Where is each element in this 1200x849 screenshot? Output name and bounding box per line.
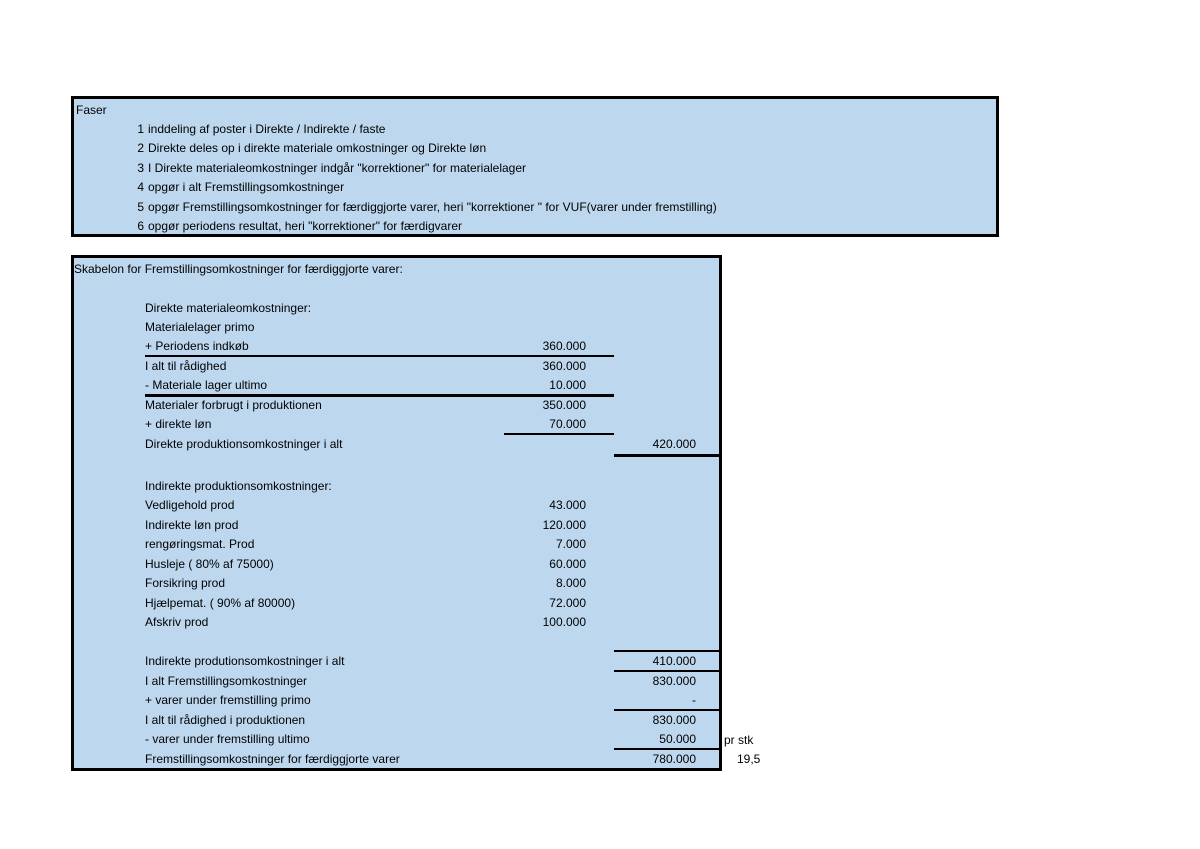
phase-number: 1: [137, 122, 144, 136]
row-label: - Materiale lager ultimo: [145, 378, 268, 392]
underline-rule: [145, 394, 614, 397]
amount-col2: 830.000: [652, 713, 696, 727]
row-label: + varer under fremstilling primo: [145, 693, 311, 707]
template-title: Skabelon for Fremstillingsomkostninger for færdiggjorte varer:: [74, 262, 403, 276]
row-label: Materialer forbrugt i produktionen: [145, 398, 322, 412]
phase-text: opgør i alt Fremstillingsomkostninger: [148, 180, 345, 194]
amount-col1: 43.000: [549, 498, 586, 512]
row-label: Vedligehold prod: [145, 498, 235, 512]
underline-rule: [504, 433, 614, 435]
phase-number: 2: [137, 141, 144, 155]
phase-number: 3: [137, 161, 144, 175]
phases-panel: [71, 96, 999, 237]
column-rule: [719, 454, 722, 768]
amount-col1: 10.000: [549, 378, 586, 392]
row-label: Materialelager primo: [145, 320, 255, 334]
per-unit-value: 19,5: [737, 752, 761, 766]
amount-col2: 830.000: [652, 674, 696, 688]
row-label: Hjælpemat. ( 90% af 80000): [145, 596, 296, 610]
row-label: Forsikring prod: [145, 576, 226, 590]
amount-col2: 410.000: [652, 654, 696, 668]
amount-col1: 60.000: [549, 557, 586, 571]
row-label: Afskriv prod: [145, 615, 209, 629]
phase-number: 6: [137, 219, 144, 233]
phase-text: opgør periodens resultat, heri "korrektioner" for færdigvarer: [148, 219, 462, 233]
underline-rule: [614, 748, 722, 750]
amount-col1: 70.000: [549, 417, 586, 431]
amount-col1: 8.000: [555, 576, 586, 590]
underline-rule: [145, 355, 614, 357]
row-label: + Periodens indkøb: [145, 339, 249, 353]
amount-col2: 420.000: [652, 437, 696, 451]
per-unit-label: pr stk: [724, 733, 754, 747]
underline-rule: [614, 454, 722, 457]
phases-title: Faser: [76, 103, 107, 117]
amount-col2: -: [692, 693, 696, 707]
amount-col2: 780.000: [652, 752, 696, 766]
template-panel: [71, 255, 722, 771]
row-label: Fremstillingsomkostninger for færdiggjorte varer: [145, 752, 400, 766]
amount-col1: 350.000: [542, 398, 586, 412]
direct-heading: Direkte materialeomkostninger:: [145, 301, 312, 315]
phase-text: inddeling af poster i Direkte / Indirekte / faste: [148, 122, 386, 136]
row-label: I alt til rådighed i produktionen: [145, 713, 306, 727]
amount-col1: 72.000: [549, 596, 586, 610]
indirect-heading: Indirekte produktionsomkostninger:: [145, 479, 332, 493]
row-label: I alt Fremstillingsomkostninger: [145, 674, 308, 688]
phase-text: Direkte deles op i direkte materiale omkostninger og Direkte løn: [148, 141, 487, 155]
row-label: Indirekte løn prod: [145, 518, 239, 532]
row-label: + direkte løn: [145, 417, 212, 431]
phase-text: I Direkte materialeomkostninger indgår "korrektioner" for materialelager: [148, 161, 527, 175]
amount-col1: 100.000: [542, 615, 586, 629]
amount-col1: 360.000: [542, 339, 586, 353]
row-label: Direkte produktionsomkostninger i alt: [145, 437, 343, 451]
row-label: Indirekte produtionsomkostninger i alt: [145, 654, 345, 668]
row-label: I alt til rådighed: [145, 359, 227, 373]
phase-number: 4: [137, 180, 144, 194]
row-label: - varer under fremstilling ultimo: [145, 732, 310, 746]
phase-text: opgør Fremstillingsomkostninger for færdiggjorte varer, heri "korrektioner " for VUF(varer under fremstilling): [148, 200, 717, 214]
underline-rule: [614, 670, 722, 672]
phase-number: 5: [137, 200, 144, 214]
underline-rule: [614, 650, 722, 652]
amount-col1: 120.000: [542, 518, 586, 532]
underline-rule: [614, 709, 722, 711]
row-label: rengøringsmat. Prod: [145, 537, 255, 551]
amount-col1: 7.000: [555, 537, 586, 551]
row-label: Husleje ( 80% af 75000): [145, 557, 274, 571]
amount-col1: 360.000: [542, 359, 586, 373]
amount-col2: 50.000: [659, 732, 696, 746]
